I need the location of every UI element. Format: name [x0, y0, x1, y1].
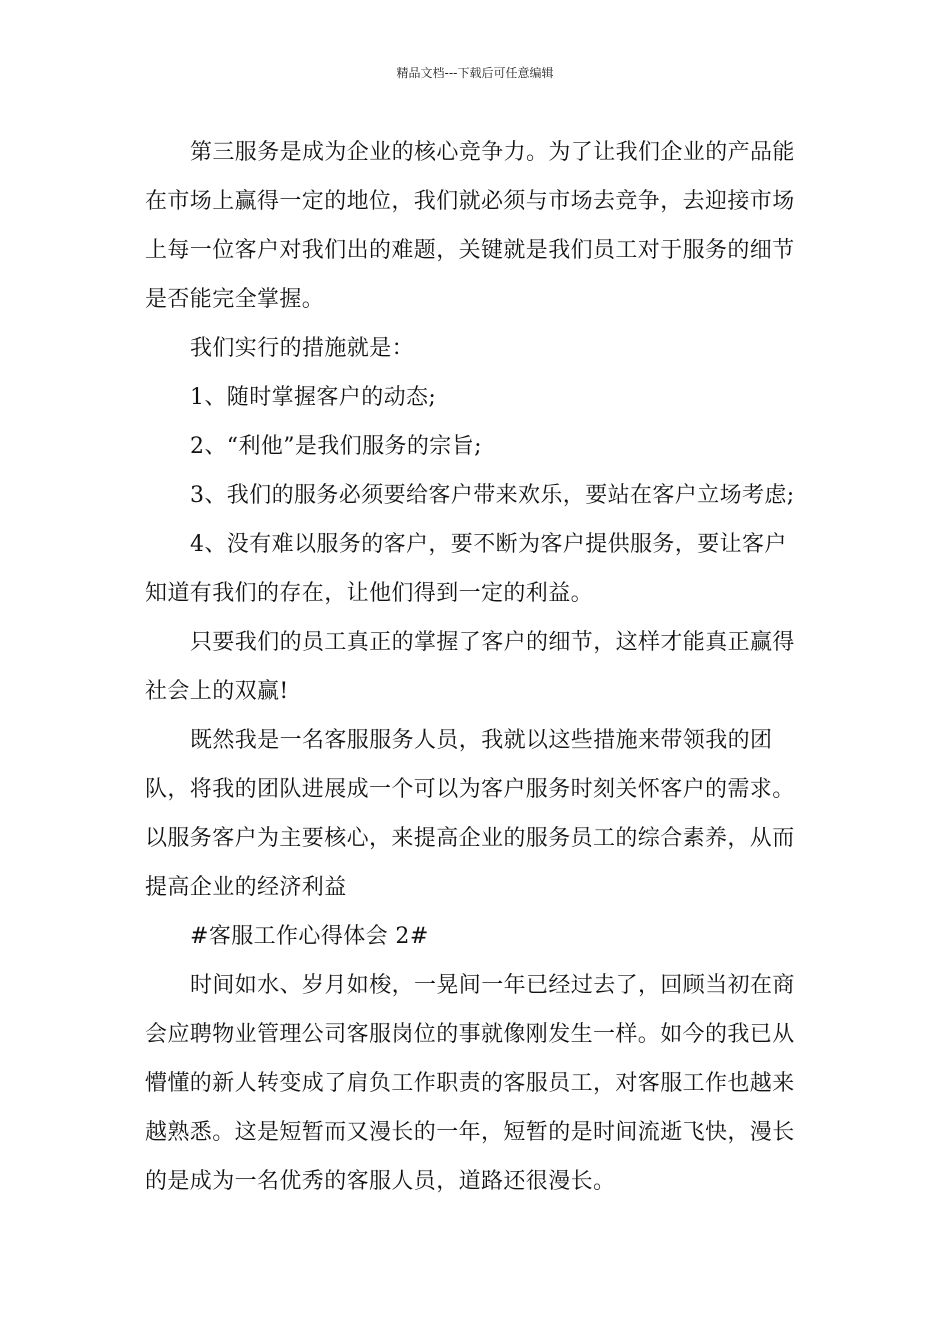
paragraph-win-win: 只要我们的员工真正的掌握了客户的细节，这样才能真正赢得社会上的双赢!	[145, 630, 795, 704]
paragraph-core-competitiveness: 第三服务是成为企业的核心竞争力。为了让我们企业的产品能在市场上赢得一定的地位，我们就必须与市场去竞争，去迎接市场上每一位客户对我们出的难题，关键就是我们员工对于服务的细节是否能完全掌握。	[145, 140, 795, 312]
page-header: 精品文档---下载后可任意编辑	[396, 66, 554, 80]
list-item-measure-4: 4、没有难以服务的客户，要不断为客户提供服务，要让客户知道有我们的存在，让他们得到一定的利益。	[145, 532, 787, 606]
list-item-measure-1: 1、随时掌握客户的动态;	[190, 385, 437, 410]
paragraph-year-review: 时间如水、岁月如梭，一晃间一年已经过去了，回顾当初在商会应聘物业管理公司客服岗位的事就像刚发生一样。如今的我已从懵懂的新人转变成了肩负工作职责的客服员工，对客服工作也越来越熟悉。这是短暂而又漫长的一年，短暂的是时间流逝飞快，漫长的是成为一名优秀的客服人员，道路还很漫长。	[145, 973, 795, 1194]
paragraph-team-leadership: 既然我是一名客服服务人员，我就以这些措施来带领我的团队，将我的团队进展成一个可以为客户服务时刻关怀客户的需求。以服务客户为主要核心，来提高企业的服务员工的综合素养，从而提高企业的经济利益	[145, 728, 795, 900]
list-item-measure-3: 3、我们的服务必须要给客户带来欢乐，要站在客户立场考虑;	[190, 483, 795, 508]
document-body	[145, 128, 807, 1206]
section-heading-2: #客服工作心得体会 2#	[190, 924, 429, 949]
paragraph-measures-intro: 我们实行的措施就是：	[190, 336, 415, 361]
list-item-measure-2: 2、“利他”是我们服务的宗旨;	[190, 434, 482, 459]
